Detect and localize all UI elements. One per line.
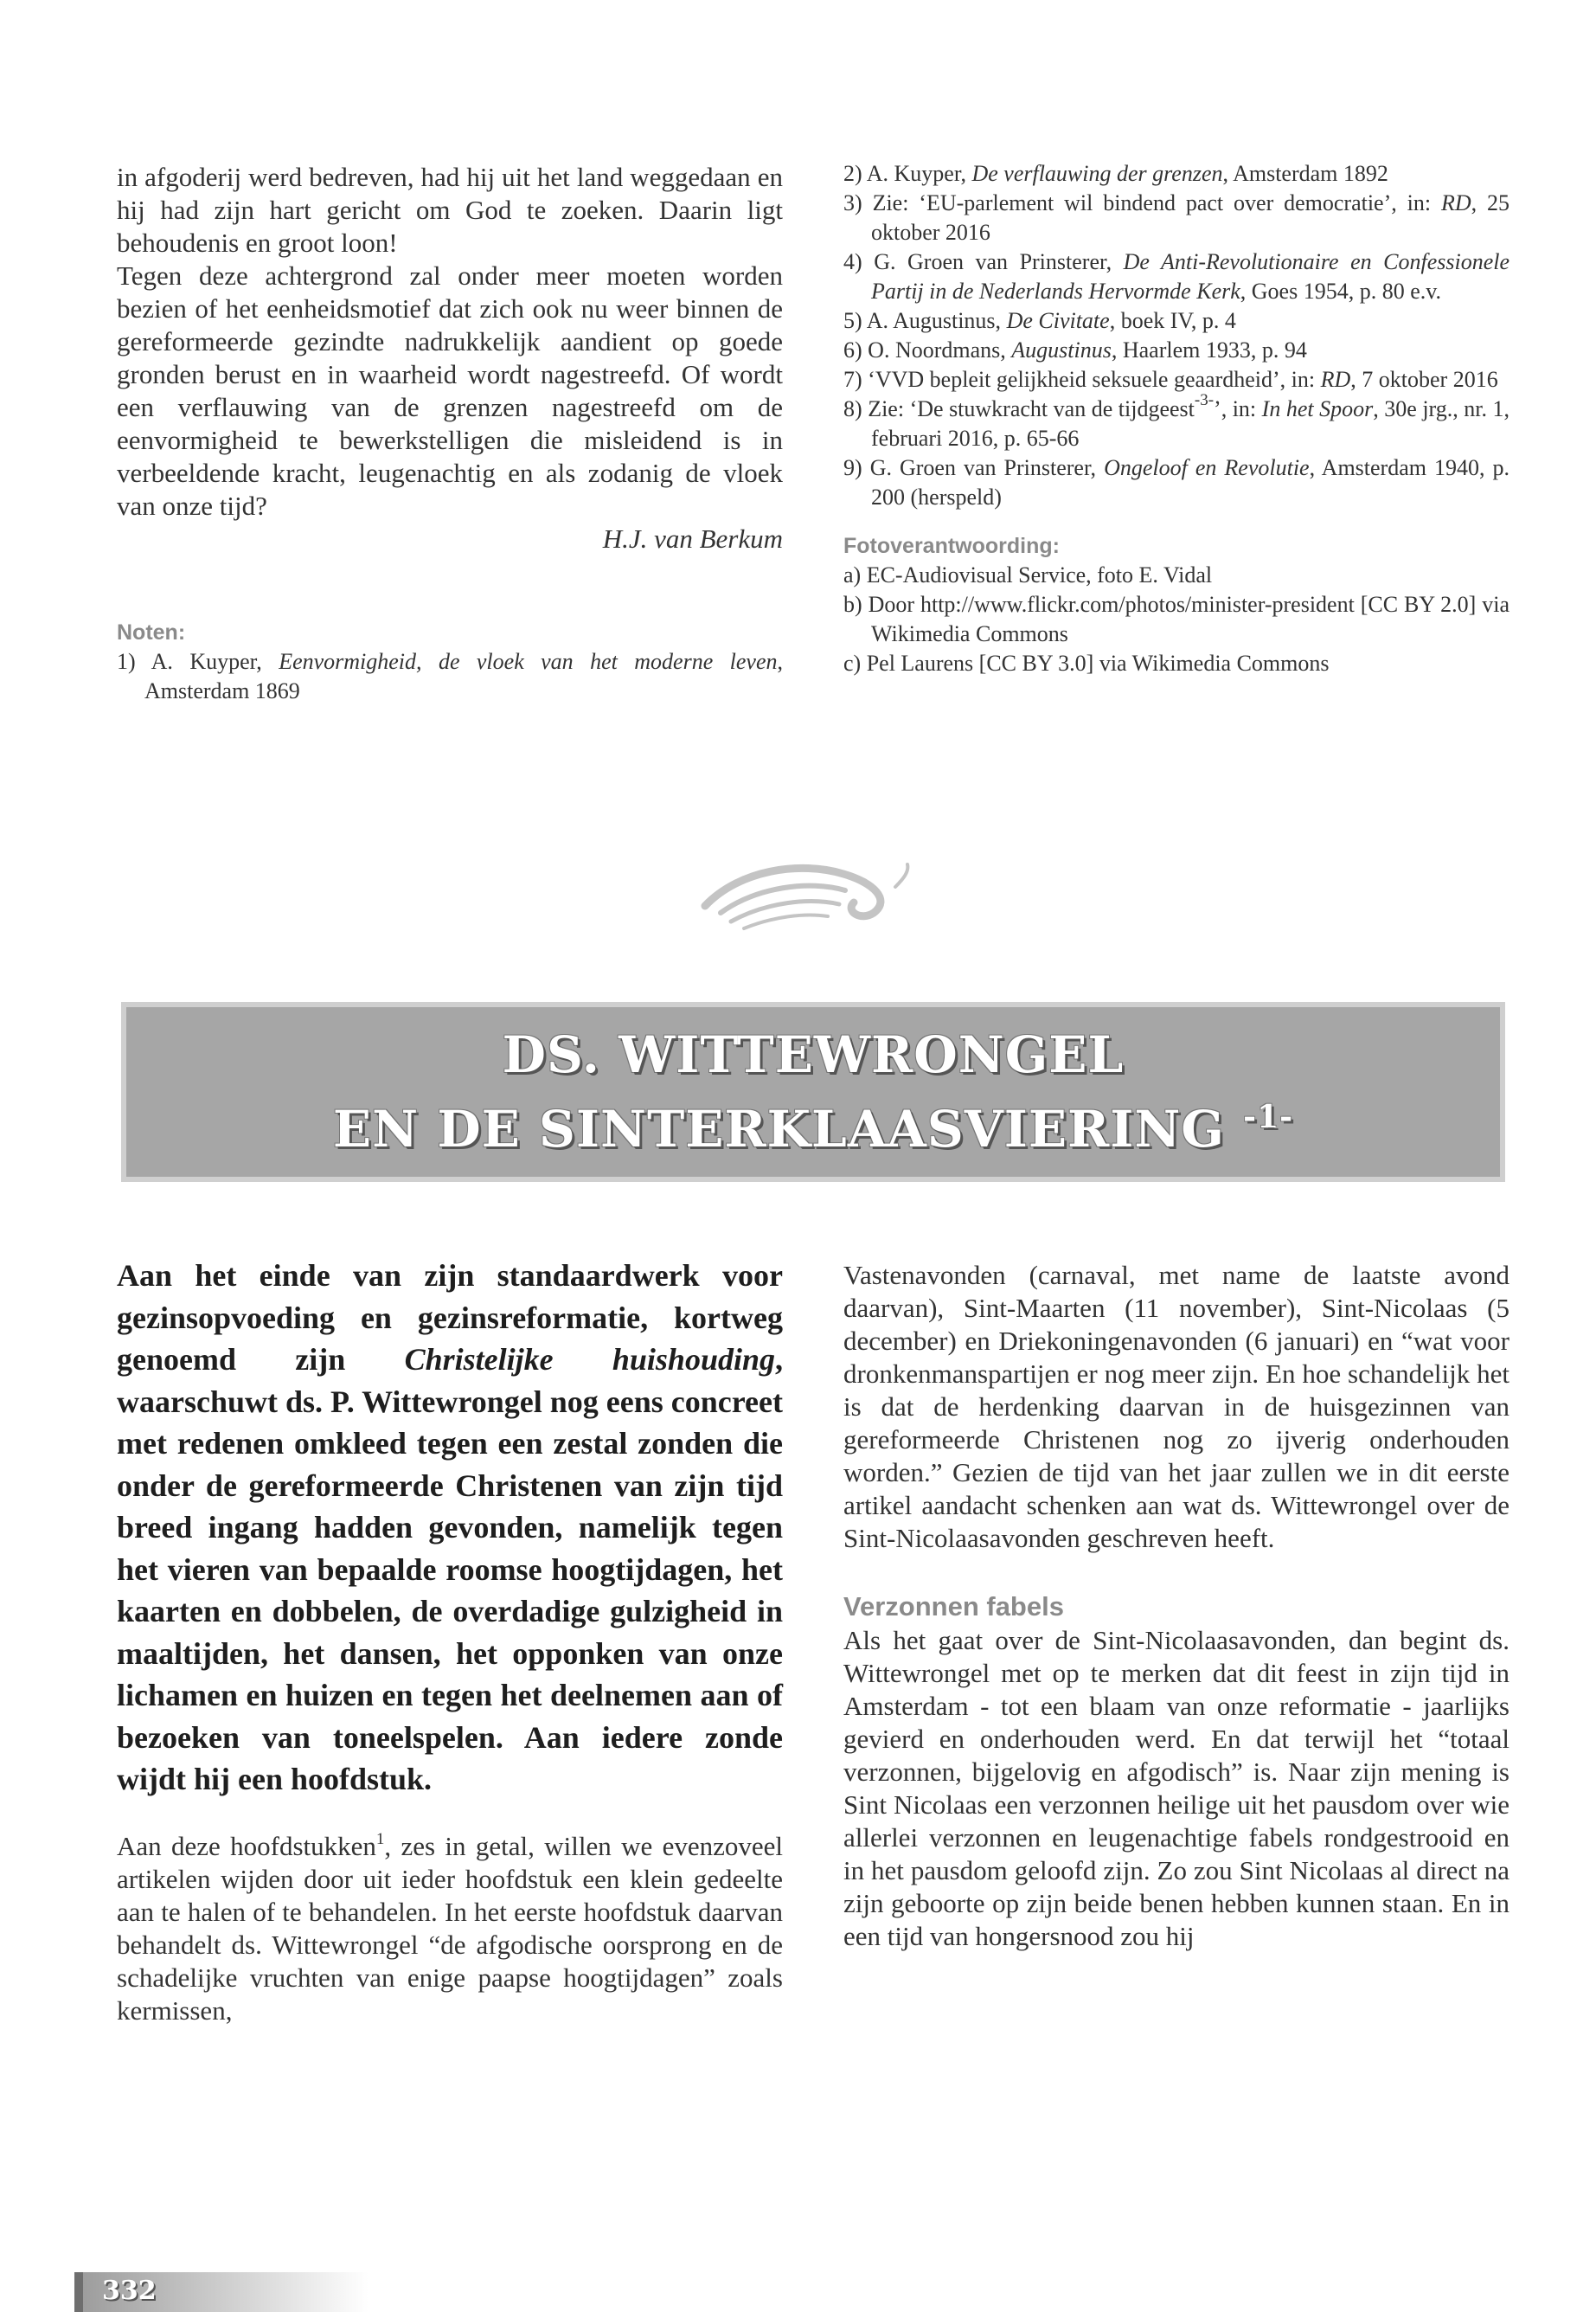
note-number: 7) — [843, 367, 862, 392]
note-text: O. Noordmans, — [868, 337, 1012, 363]
section-subheading: Verzonnen fabels — [843, 1591, 1064, 1622]
note-text: , 30e jrg., nr. 1, februari 2016, p. 65-66 — [871, 396, 1509, 451]
note-text: Zie: ‘De stuwkracht van de tijdgeest — [868, 396, 1195, 421]
note-title: Ongeloof en Revolutie — [1104, 455, 1310, 480]
note-title: Eenvormigheid, de vloek van het moderne leven — [279, 649, 778, 674]
note-text: , Amsterdam 1869 — [144, 649, 783, 703]
closing-text — [117, 161, 783, 556]
credit-item: a) EC-Audiovisual Service, foto E. Vidal — [843, 562, 1213, 588]
note-text: , 25 oktober 2016 — [871, 190, 1510, 245]
article-title-text: EN DE SINTERKLAASVIERING — [332, 1100, 1225, 1159]
footnote-marker: 1 — [375, 1829, 385, 1848]
intro-paragraph — [117, 1830, 783, 2027]
note-number: 5) — [843, 308, 862, 333]
notes-heading: Noten: — [117, 620, 186, 645]
note-superscript: -3- — [1194, 391, 1215, 409]
note-item — [843, 336, 1509, 365]
note-item — [843, 159, 1509, 189]
note-title: In het Spoor — [1261, 396, 1374, 421]
paragraph: in afgoderij werd bedreven, had hij uit het land weggedaan en hij had zijn hart gericht om God te zoeken. Daarin ligt behoudenis en groot loon! — [117, 162, 783, 258]
note-text: , Amsterdam 1940, p. 200 (herspeld) — [871, 455, 1510, 510]
article-title-banner — [121, 1002, 1505, 1182]
note-item — [117, 647, 783, 706]
note-number: 8) — [843, 396, 862, 421]
note-item — [843, 189, 1509, 247]
lead-text: , waarschuwt ds. P. Wittewrongel nog eens concreet met redenen omkleed tegen een zestal zonden die onder de gereformeerde Christenen van zijn tijd breed ingang hadden gevonden, namelijk tegen het vieren van bepaalde roomse hoogtijdagen, het kaarten en dobbelen, de overdadige gulzigheid in maaltijden, het dansen, het opponken van onze lichamen en huizen en tegen het deelnemen aan of bezoeken van toneelspelen. Aan iedere zonde wijdt hij een hoofdstuk. — [117, 1342, 783, 1796]
lead-text: Aan het einde van zijn standaardwerk voor gezinsopvoeding en gezinsreformatie, kortweg genoemd zijn — [117, 1258, 783, 1377]
note-number: 6) — [843, 337, 862, 363]
paragraph: Tegen deze achtergrond zal onder meer moeten worden bezien of het eenheidsmotief dat zich ook nu weer binnen de gereformeerde gezindte nadrukkelijk aandient op goede gronden berust en in waarheid wordt nagestreefd. Of wordt een verflauwing van de grenzen nagestreefd om de eenvormigheid te bewerkstelligen die misleidend is in verbeeldende kracht, leugenachtig en als zodanig de vloek van onze tijd? — [117, 260, 783, 521]
note-number: 3) — [843, 190, 862, 215]
note-text: Zie: ‘EU-parlement wil bindend pact over democratie’, in: — [872, 190, 1441, 215]
note-title: Augustinus — [1011, 337, 1112, 363]
note-item — [843, 365, 1509, 395]
article-title-line-1: DS. WITTEWRONGEL — [502, 1025, 1125, 1084]
note-text: , boek IV, p. 4 — [1109, 308, 1236, 333]
paragraph: Als het gaat over de Sint-Nicolaasavonden, dan begint ds. Wittewrongel met op te merken dat dit feest in zijn tijd in Amsterdam - tot een blaam van onze reformatie - jaarlijks gevierd en onderhouden werd. En dat terwijl het “totaal verzonnen, bijgelovig en afgodisch” is. Naar zijn mening is Sint Nicolaas een verzonnen heilige uit het pausdom over wie allerlei verzonnen en leugenachtige fabels rondgestrooid en in het pausdom geloofd zijn. Zo zou Sint Nicolaas al direct na zijn geboorte op zijn beide benen hebben kunnen staan. En in een tijd van hongersnood zou hij — [843, 1625, 1509, 1951]
swirl-ornament-icon — [696, 852, 913, 939]
note-text: , Amsterdam 1892 — [1222, 161, 1388, 186]
note-text: G. Groen van Prinsterer, — [874, 249, 1124, 274]
article-title-part-number: -1- — [1243, 1099, 1294, 1135]
credit-item: c) Pel Laurens [CC BY 3.0] via Wikimedia Commons — [843, 651, 1330, 676]
note-text: , 7 oktober 2016 — [1350, 367, 1498, 392]
article-left-column — [117, 1255, 783, 2027]
note-text: A. Augustinus, — [866, 308, 1007, 333]
note-text: A. Kuyper, — [866, 161, 972, 186]
note-title: RD — [1320, 367, 1351, 392]
note-title: De Anti-Revolutionaire en Confessionele Partij in de Nederlands Hervormde Kerk — [871, 249, 1510, 304]
intro-text: Aan deze hoofdstukken — [117, 1830, 376, 1861]
note-text: , Haarlem 1933, p. 94 — [1111, 337, 1307, 363]
page-bar-edge — [74, 2272, 83, 2312]
paragraph: Vastenavonden (carnaval, met name de laatste avond daarvan), Sint-Maarten (11 november), Sint-Nicolaas (5 december) en Driekoningenavonden (6 januari) en “wat voor dronkenmanspartijen er nog meer zijn. En hoe schandelijk het is dat de herdenking daarvan in de huisgezinnen van gereformeerde Christenen nog zo ijverig onderhouden worden.” Gezien de tijd van het jaar zullen we in dit eerste artikel aandacht schenken aan wat ds. Wittewrongel over de Sint-Nicolaasavonden geschreven heeft. — [843, 1260, 1509, 1553]
photo-credits-heading: Fotoverantwoording: — [843, 534, 1060, 558]
note-number: 2) — [843, 161, 862, 186]
note-title: De verflauwing der grenzen — [971, 161, 1223, 186]
lead-paragraph — [117, 1255, 783, 1801]
note-item — [843, 247, 1509, 306]
note-item — [843, 306, 1509, 336]
intro-text: , zes in getal, willen we evenzoveel artikelen wijden door uit ieder hoofdstuk een klein gedeelte aan te halen of te behandelen. In het eerste hoofdstuk daarvan behandelt ds. Wittewrongel “de afgodische oorsprong en de schadelijke vruchten van enige paapse hoogtijdagen” zoals kermissen, — [117, 1830, 783, 2026]
note-text: ’, in: — [1214, 396, 1262, 421]
article-right-column — [843, 1259, 1509, 1953]
top-right-column — [843, 159, 1509, 678]
note-text: A. Kuyper, — [151, 649, 279, 674]
credit-item: b) Door http://www.flickr.com/photos/minister-president [CC BY 2.0] via Wikimedia Commons — [843, 592, 1509, 646]
note-number: 9) — [843, 455, 862, 480]
note-number: 4) — [843, 249, 862, 274]
note-title: RD — [1440, 190, 1471, 215]
note-text: ‘VVD bepleit gelijkheid seksuele geaardheid’, in: — [868, 367, 1321, 392]
article-title-line-2 — [333, 1086, 1293, 1160]
note-item — [843, 391, 1509, 453]
page-number: 332 — [102, 2276, 157, 2306]
note-text: G. Groen van Prinsterer, — [869, 455, 1105, 480]
notes-list — [117, 647, 783, 706]
note-title: De Civitate — [1006, 308, 1110, 333]
note-item — [843, 453, 1509, 512]
note-text: , Goes 1954, p. 80 e.v. — [1240, 279, 1442, 304]
author-signature: H.J. van Berkum — [602, 523, 783, 554]
note-number: 1) — [117, 649, 136, 674]
lead-book-title: Christelijke huishouding — [404, 1342, 775, 1377]
top-left-column — [117, 161, 783, 706]
